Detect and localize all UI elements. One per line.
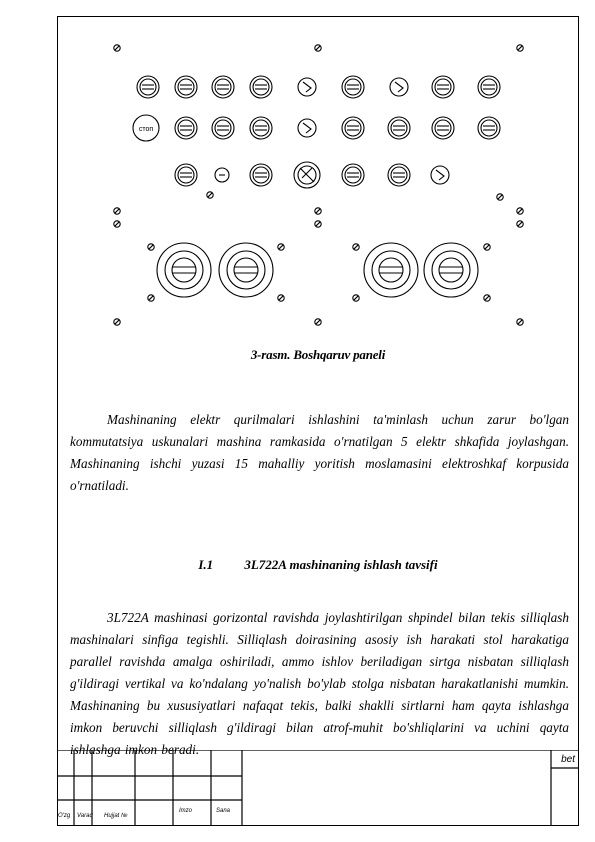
button-ring <box>391 167 407 183</box>
stop-button-label: стоп <box>138 126 154 133</box>
screw-slot <box>518 222 522 226</box>
dial-knob <box>379 258 403 282</box>
section-number: I.1 <box>198 557 214 572</box>
screw-slot <box>518 320 522 324</box>
dial-knob <box>234 258 258 282</box>
button-ring <box>435 79 451 95</box>
dial-ring <box>372 251 410 289</box>
selector-switch-icon <box>298 119 316 137</box>
screw-slot <box>354 296 358 300</box>
section-title: 3L722A mashinaning ishlash tavsifi <box>244 557 438 572</box>
selector-handle <box>303 82 311 92</box>
button-ring <box>215 79 231 95</box>
button-ring <box>481 120 497 136</box>
dial-ring <box>165 251 203 289</box>
button-ring <box>178 120 194 136</box>
selector-switch-icon <box>298 78 316 96</box>
screw-slot <box>115 320 119 324</box>
selector-switch-icon <box>431 166 449 184</box>
paragraph-1: Mashinaning elektr qurilmalari ishlashini ta'minlash uchun zarur bo'lgan kommutatsiya uskunalari mashina ramkasida o'rnatilgan 5 elektr shkafida joylashgan. Mashinaning ishchi yuzasi 15 mahalliy yoritish moslamasini elektroshkaf korpusida o'rnatiladi. <box>70 412 569 493</box>
screw-slot <box>316 46 320 50</box>
screw-slot <box>279 296 283 300</box>
button-ring <box>253 79 269 95</box>
screw-slot <box>485 245 489 249</box>
stamp-sheet-label: bet <box>561 754 575 765</box>
stamp-label-sana: Sana <box>216 808 231 814</box>
screw-slot <box>316 320 320 324</box>
screw-slot <box>149 296 153 300</box>
stamp-label-hujjat: Hujjat № <box>104 813 128 819</box>
button-ring <box>481 79 497 95</box>
stamp-label-ozg: O'zg <box>58 813 71 819</box>
dial-ring <box>432 251 470 289</box>
button-ring <box>178 79 194 95</box>
control-panel-drawing <box>0 0 595 340</box>
paragraph-2: 3L722A mashinasi gorizontal ravishda joylashtirilgan shpindel bilan tekis silliqlash mashinalari sinfiga tegishli. Silliqlash doirasining asosiy ish harakati stol harakatiga parallel ravishda amalga oshiriladi, ammo ishlov beriladigan sirtga nisbatan silliqlash g'ildiragi vertikal va ko'ndalang yo'nalish bo'ylab stolga nisbatan harakatlanishi mumkin. Mashinaning bu xususiyatlari nafaqat tekis, balki shaklli sirtlarni ham qayta ishlashga imkon beruvchi silliqlash g'ildiragi bilan atrof-muhit bo'shliqlarini va uchini qayta ishlashga imkon beradi. <box>70 610 569 757</box>
stamp-label-varaq: Varaq <box>77 813 93 819</box>
button-ring <box>391 120 407 136</box>
screw-slot <box>498 195 502 199</box>
button-ring <box>140 79 156 95</box>
dial-ring <box>227 251 265 289</box>
selector-handle <box>436 170 444 180</box>
screw-slot <box>518 46 522 50</box>
stamp-label-imzo: Imzo <box>179 808 193 814</box>
screw-slot <box>115 46 119 50</box>
screw-slot <box>518 209 522 213</box>
screw-slot <box>115 209 119 213</box>
selector-handle <box>395 82 403 92</box>
dial-knob <box>172 258 196 282</box>
figure-caption: 3-rasm. Boshqaruv paneli <box>250 347 386 362</box>
button-ring <box>345 167 361 183</box>
button-ring <box>253 167 269 183</box>
button-ring <box>253 120 269 136</box>
screw-slot <box>354 245 358 249</box>
screw-slot <box>316 209 320 213</box>
screw-slot <box>279 245 283 249</box>
selector-handle <box>303 123 311 133</box>
button-ring <box>215 120 231 136</box>
title-block-stamp <box>57 750 579 826</box>
screw-slot <box>208 193 212 197</box>
main-switch-handle <box>300 168 314 182</box>
button-ring <box>345 79 361 95</box>
button-ring <box>345 120 361 136</box>
dial-knob <box>439 258 463 282</box>
section-heading <box>57 557 579 573</box>
screw-slot <box>485 296 489 300</box>
selector-switch-icon <box>390 78 408 96</box>
screw-slot <box>316 222 320 226</box>
stamp-grid <box>57 750 579 826</box>
button-ring <box>435 120 451 136</box>
button-ring <box>178 167 194 183</box>
screw-slot <box>149 245 153 249</box>
screw-slot <box>115 222 119 226</box>
